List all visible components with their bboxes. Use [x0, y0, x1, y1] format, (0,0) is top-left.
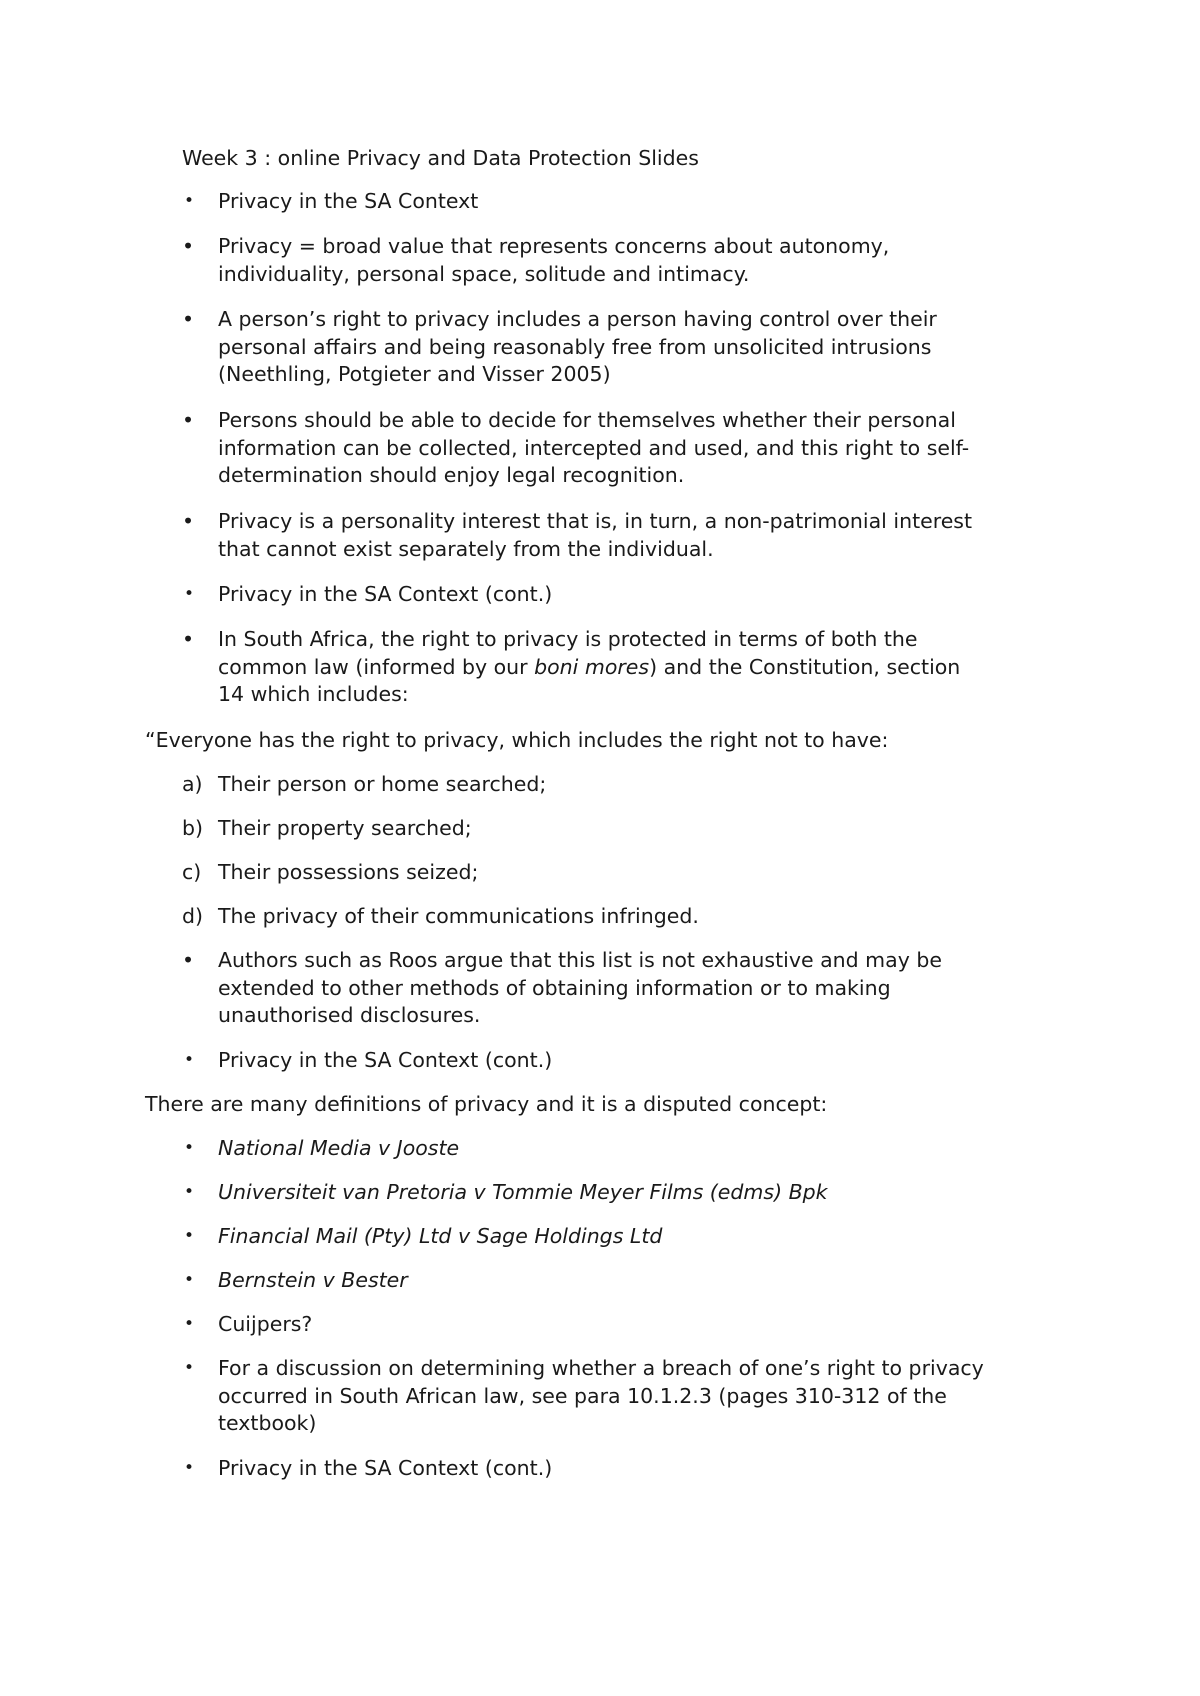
list-marker: a)	[182, 772, 203, 796]
list-item-text: The privacy of their communications infringed.	[218, 904, 699, 928]
list-item-text: occurred in South African law, see para 10.1.2.3 (pages 310-312 of the	[218, 1383, 947, 1408]
list-item-text: unauthorised disclosures.	[218, 1003, 481, 1027]
bullet-icon: •	[182, 234, 195, 258]
bullet-icon: •	[184, 1458, 195, 1478]
list-item-text: common law (informed by our boni mores) and the Constitution, section	[218, 654, 961, 679]
list-item-text: information can be collected, intercepted and used, and this right to self-	[218, 435, 970, 460]
list-item-text: Cuijpers?	[218, 1312, 313, 1336]
list-item-text: Privacy in the SA Context (cont.)	[218, 582, 553, 606]
bullet-icon: •	[184, 584, 195, 604]
bullet-icon: •	[184, 1358, 195, 1378]
list-item-text: Persons should be able to decide for themselves whether their personal	[218, 408, 956, 432]
definitions-intro: There are many definitions of privacy and it is a disputed concept:	[145, 1092, 828, 1116]
bullet-icon: •	[184, 191, 195, 211]
bullet-icon: •	[182, 948, 195, 972]
list-item-text: individuality, personal space, solitude and intimacy.	[218, 261, 750, 286]
boni-mores-italic: boni mores	[534, 654, 650, 679]
list-item-text: determination should enjoy legal recognition.	[218, 463, 685, 487]
list-item-text: Privacy = broad value that represents concerns about autonomy,	[218, 234, 890, 258]
bullet-icon: •	[184, 1050, 195, 1070]
bullet-icon: •	[182, 408, 195, 432]
case-name: Universiteit van Pretoria v Tommie Meyer Films (edms) Bpk	[218, 1180, 828, 1204]
bullet-icon: •	[184, 1226, 195, 1246]
list-item-text: 14 which includes:	[218, 682, 409, 706]
bullet-icon: •	[182, 509, 195, 533]
list-item-text: personal affairs and being reasonably free from unsolicited intrusions	[218, 334, 932, 359]
list-marker: c)	[182, 860, 202, 884]
list-marker: b)	[182, 816, 204, 840]
bullet-icon: •	[184, 1270, 195, 1290]
list-item-text: Privacy in the SA Context (cont.)	[218, 1048, 553, 1072]
list-item-text: textbook)	[218, 1411, 317, 1435]
bullet-icon: •	[184, 1314, 195, 1334]
list-item-text: Their possessions seized;	[218, 860, 479, 884]
list-item-text: that cannot exist separately from the individual.	[218, 536, 714, 561]
bullet-icon: •	[184, 1182, 195, 1202]
list-item-text: Authors such as Roos argue that this list is not exhaustive and may be	[218, 948, 942, 972]
list-item-text: Privacy in the SA Context	[218, 189, 479, 213]
list-item-text: In South Africa, the right to privacy is protected in terms of both the	[218, 627, 918, 651]
bullet-icon: •	[182, 627, 195, 651]
list-item-text: Privacy in the SA Context (cont.)	[218, 1456, 553, 1480]
bullet-icon: •	[182, 307, 195, 331]
document-title: Week 3 : online Privacy and Data Protection Slides	[182, 146, 699, 170]
list-item-text: Privacy is a personality interest that is, in turn, a non-patrimonial interest	[218, 509, 973, 533]
list-item-text: A person’s right to privacy includes a person having control over their	[218, 307, 937, 331]
case-name: Bernstein v Bester	[218, 1268, 408, 1292]
list-item-text: For a discussion on determining whether a breach of one’s right to privacy	[218, 1356, 984, 1380]
case-name: National Media v Jooste	[218, 1136, 460, 1160]
bullet-icon: •	[184, 1138, 195, 1158]
list-item-text: Their property searched;	[218, 816, 472, 840]
list-item-text: extended to other methods of obtaining information or to making	[218, 975, 891, 1000]
list-marker: d)	[182, 904, 204, 928]
case-name: Financial Mail (Pty) Ltd v Sage Holdings Ltd	[218, 1224, 663, 1248]
list-item-text: Their person or home searched;	[218, 772, 547, 796]
quote-intro: “Everyone has the right to privacy, which includes the right not to have:	[145, 728, 889, 752]
list-item-text: (Neethling, Potgieter and Visser 2005)	[218, 362, 611, 386]
